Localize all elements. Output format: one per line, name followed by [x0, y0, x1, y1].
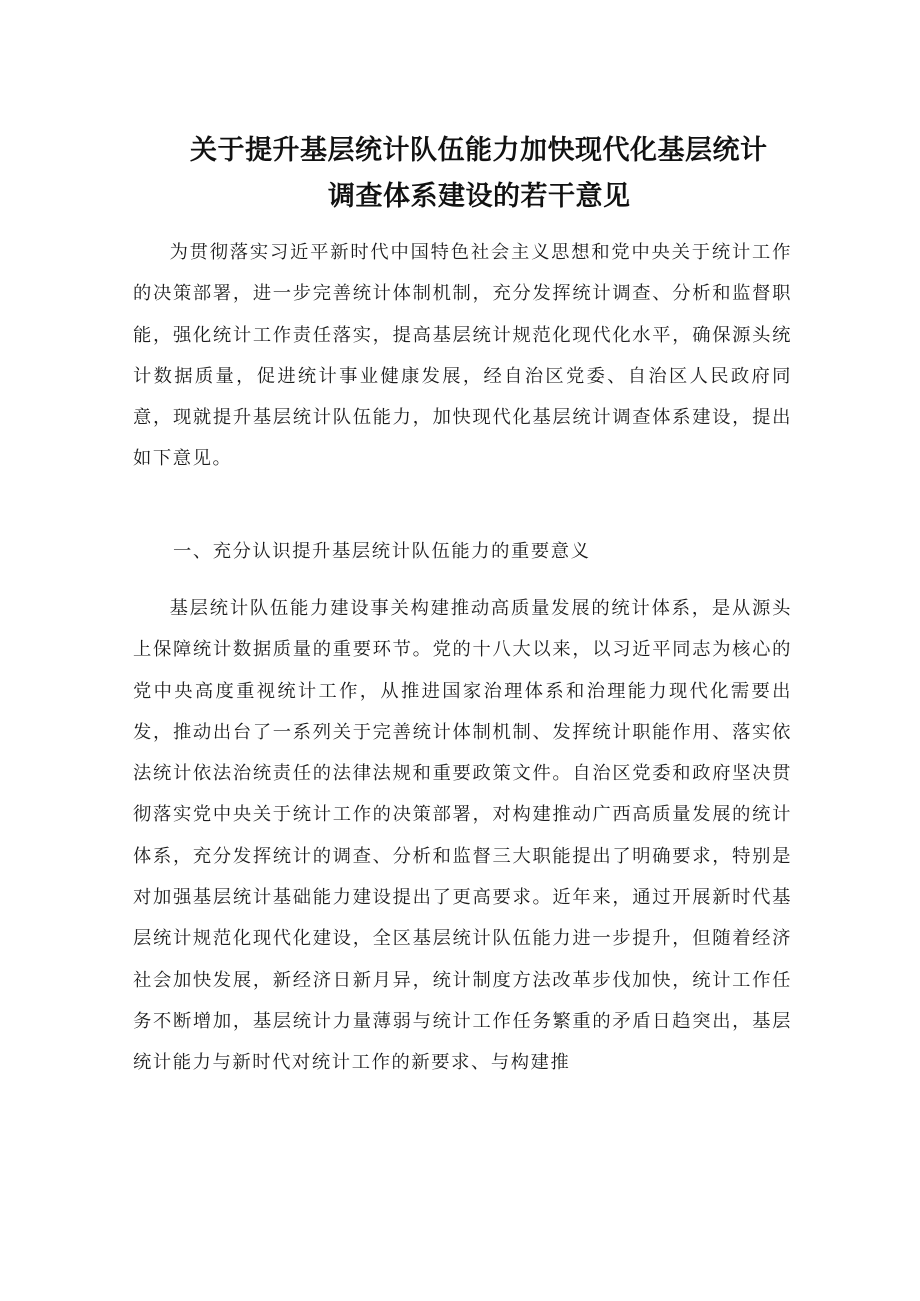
body-paragraph: 基层统计队伍能力建设事关构建推动高质量发展的统计体系，是从源头上保障统计数据质量的重要环节。党的十八大以来，以习近平同志为核心的党中央高度重视统计工作，从推进国家治理体系和治理能力现代化需要出发，推动出台了一系列关于完善统计体制机制、发挥统计职能作用、落实依法统计依法治统责任的法律法规和重要政策文件。自治区党委和政府坚决贯彻落实党中央关于统计工作的决策部署，对构建推动广西高质量发展的统计体系，充分发挥统计的调查、分析和监督三大职能提出了明确要求，特别是对加强基层统计基础能力建设提出了更高要求。近年来，通过开展新时代基层统计规范化现代化建设，全区基层统计队伍能力进一步提升，但随着经济社会加快发展，新经济日新月异，统计制度方法改革步伐加快，统计工作任务不断增加，基层统计力量薄弱与统计工作任务繁重的矛盾日趋突出，基层统计能力与新时代对统计工作的新要求、与构建推: [133, 598, 792, 1074]
document-title-line-1: 关于提升基层统计队伍能力加快现代化基层统计: [190, 135, 768, 166]
section-heading-1: 一、充分认识提升基层统计队伍能力的重要意义: [173, 541, 591, 562]
intro-paragraph: 为贯彻落实习近平新时代中国特色社会主义思想和党中央关于统计工作的决策部署，进一步完善统计体制机制，充分发挥统计调查、分析和监督职能，强化统计工作责任落实，提高基层统计规范化现代化水平，确保源头统计数据质量，促进统计事业健康发展，经自治区党委、自治区人民政府同意，现就提升基层统计队伍能力，加快现代化基层统计调查体系建设，提出如下意见。: [133, 242, 792, 470]
document-title-line-2: 调查体系建设的若干意见: [328, 181, 631, 212]
